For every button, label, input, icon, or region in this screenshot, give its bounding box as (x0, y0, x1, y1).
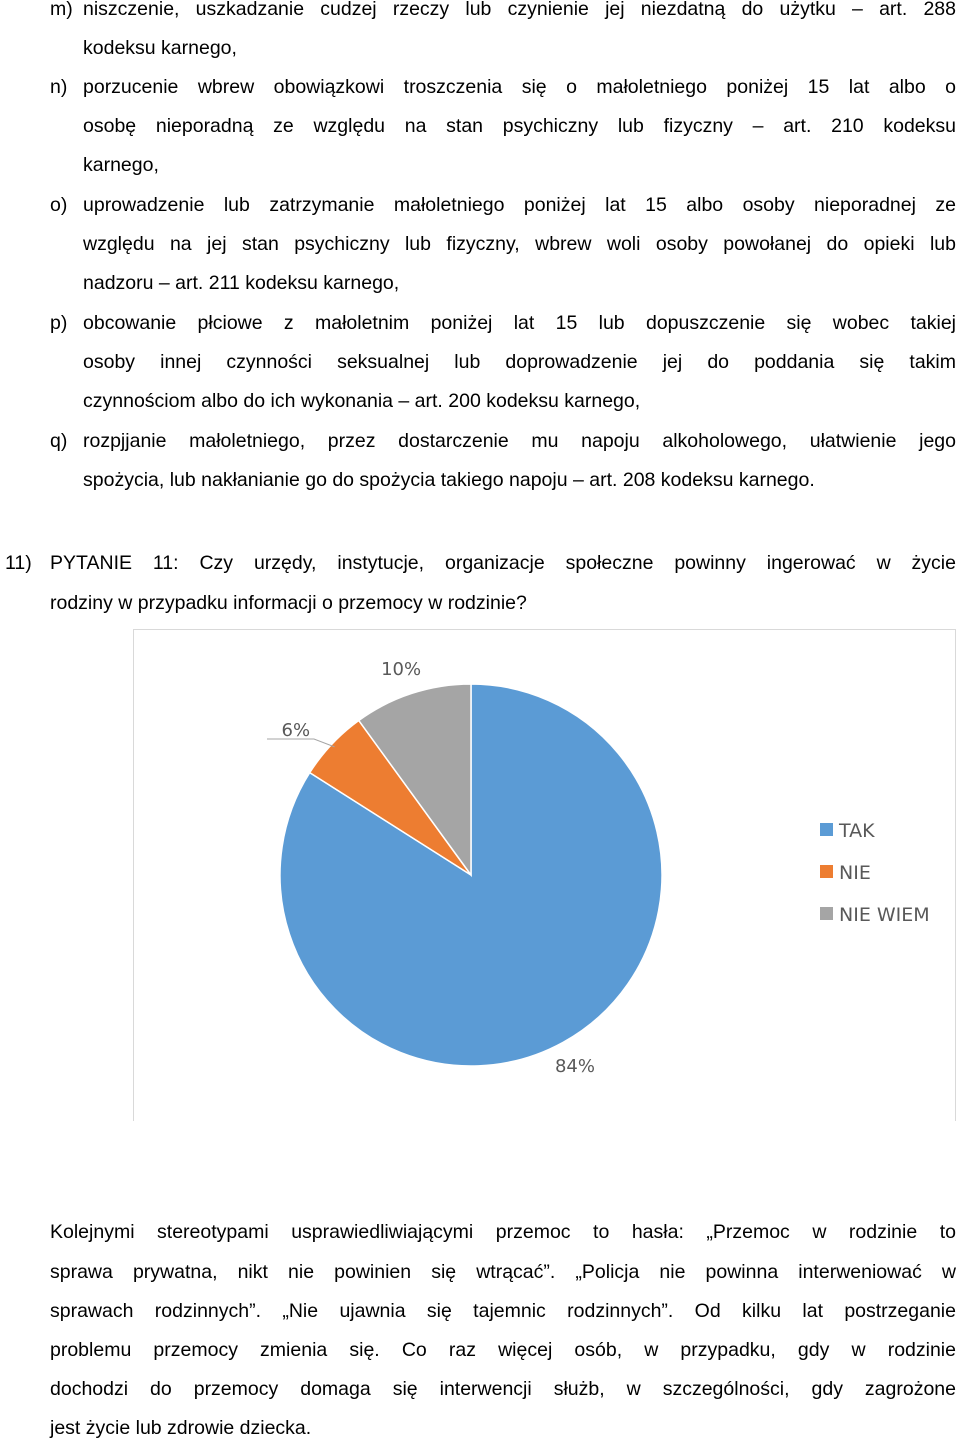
list-item-line: karnego, (83, 154, 159, 176)
legend-swatch (820, 907, 833, 920)
legend-label: NIE WIEM (839, 904, 930, 926)
pie-data-label: 6% (281, 720, 311, 742)
legend-swatch (820, 823, 833, 836)
list-item-line: niszczenie, uszkadzanie cudzej rzeczy lub czynienie jej niezdatną do użytku – art. 288 (83, 0, 956, 20)
list-marker: p) (50, 312, 68, 334)
list-item-line: nadzoru – art. 211 kodeksu karnego, (83, 272, 400, 294)
legend-label: TAK (839, 820, 875, 842)
legend-swatch (820, 865, 833, 878)
list-marker: o) (50, 194, 68, 216)
question-text-line: PYTANIE 11: Czy urzędy, instytucje, organizacje społeczne powinny ingerować w życie (50, 552, 956, 574)
pie-data-label: 84% (554, 1056, 595, 1078)
list-item-line: względu na jej stan psychiczny lub fizyczny, wbrew woli osoby powołanej do opieki lub (83, 233, 956, 255)
paragraph-line: Kolejnymi stereotypami usprawiedliwiającymi przemoc to hasła: „Przemoc w rodzinie to (50, 1221, 956, 1243)
pie-chart-svg (134, 630, 957, 1122)
list-item-line: kodeksu karnego, (83, 37, 237, 59)
list-item-line: rozpjjanie małoletniego, przez dostarczenie mu napoju alkoholowego, ułatwienie jego (83, 430, 956, 452)
list-item-line: spożycia, lub nakłanianie go do spożycia takiego napoju – art. 208 kodeksu karnego. (83, 469, 815, 491)
list-marker: n) (50, 76, 68, 98)
question-text-line: rodziny w przypadku informacji o przemocy w rodzinie? (50, 592, 527, 614)
legend-label: NIE (839, 862, 871, 884)
paragraph-line: jest życie lub zdrowie dziecka. (50, 1417, 312, 1439)
list-item-line: osoby innej czynności seksualnej lub doprowadzenie jej do poddania się takim (83, 351, 956, 373)
list-item-line: uprowadzenie lub zatrzymanie małoletniego poniżej lat 15 albo osoby nieporadnej ze (83, 194, 956, 216)
list-item-line: czynnościom albo do ich wykonania – art. 200 kodeksu karnego, (83, 390, 641, 412)
list-item-line: porzucenie wbrew obowiązkowi troszczenia się o małoletniego poniżej 15 lat albo o (83, 76, 956, 98)
list-item-line: obcowanie płciowe z małoletnim poniżej lat 15 lub dopuszczenie się wobec takiej (83, 312, 956, 334)
paragraph-line: problemu przemocy zmienia się. Co raz więcej osób, w przypadku, gdy w rodzinie (50, 1339, 956, 1361)
pie-chart (133, 629, 956, 1121)
paragraph-line: dochodzi do przemocy domaga się interwencji służb, w szczególności, gdy zagrożone (50, 1378, 956, 1400)
paragraph-line: sprawach rodzinnych”. „Nie ujawnia się tajemnic rodzinnych”. Od kilku lat postrzeganie (50, 1300, 956, 1322)
list-item-line: osobę nieporadną ze względu na stan psychiczny lub fizyczny – art. 210 kodeksu (83, 115, 956, 137)
question-number: 11) (5, 552, 32, 574)
pie-data-label: 10% (381, 659, 422, 681)
list-marker: q) (50, 430, 68, 452)
paragraph-line: sprawa prywatna, nikt nie powinien się wtrącać”. „Policja nie powinna interweniować w (50, 1261, 956, 1283)
list-marker: m) (50, 0, 73, 20)
